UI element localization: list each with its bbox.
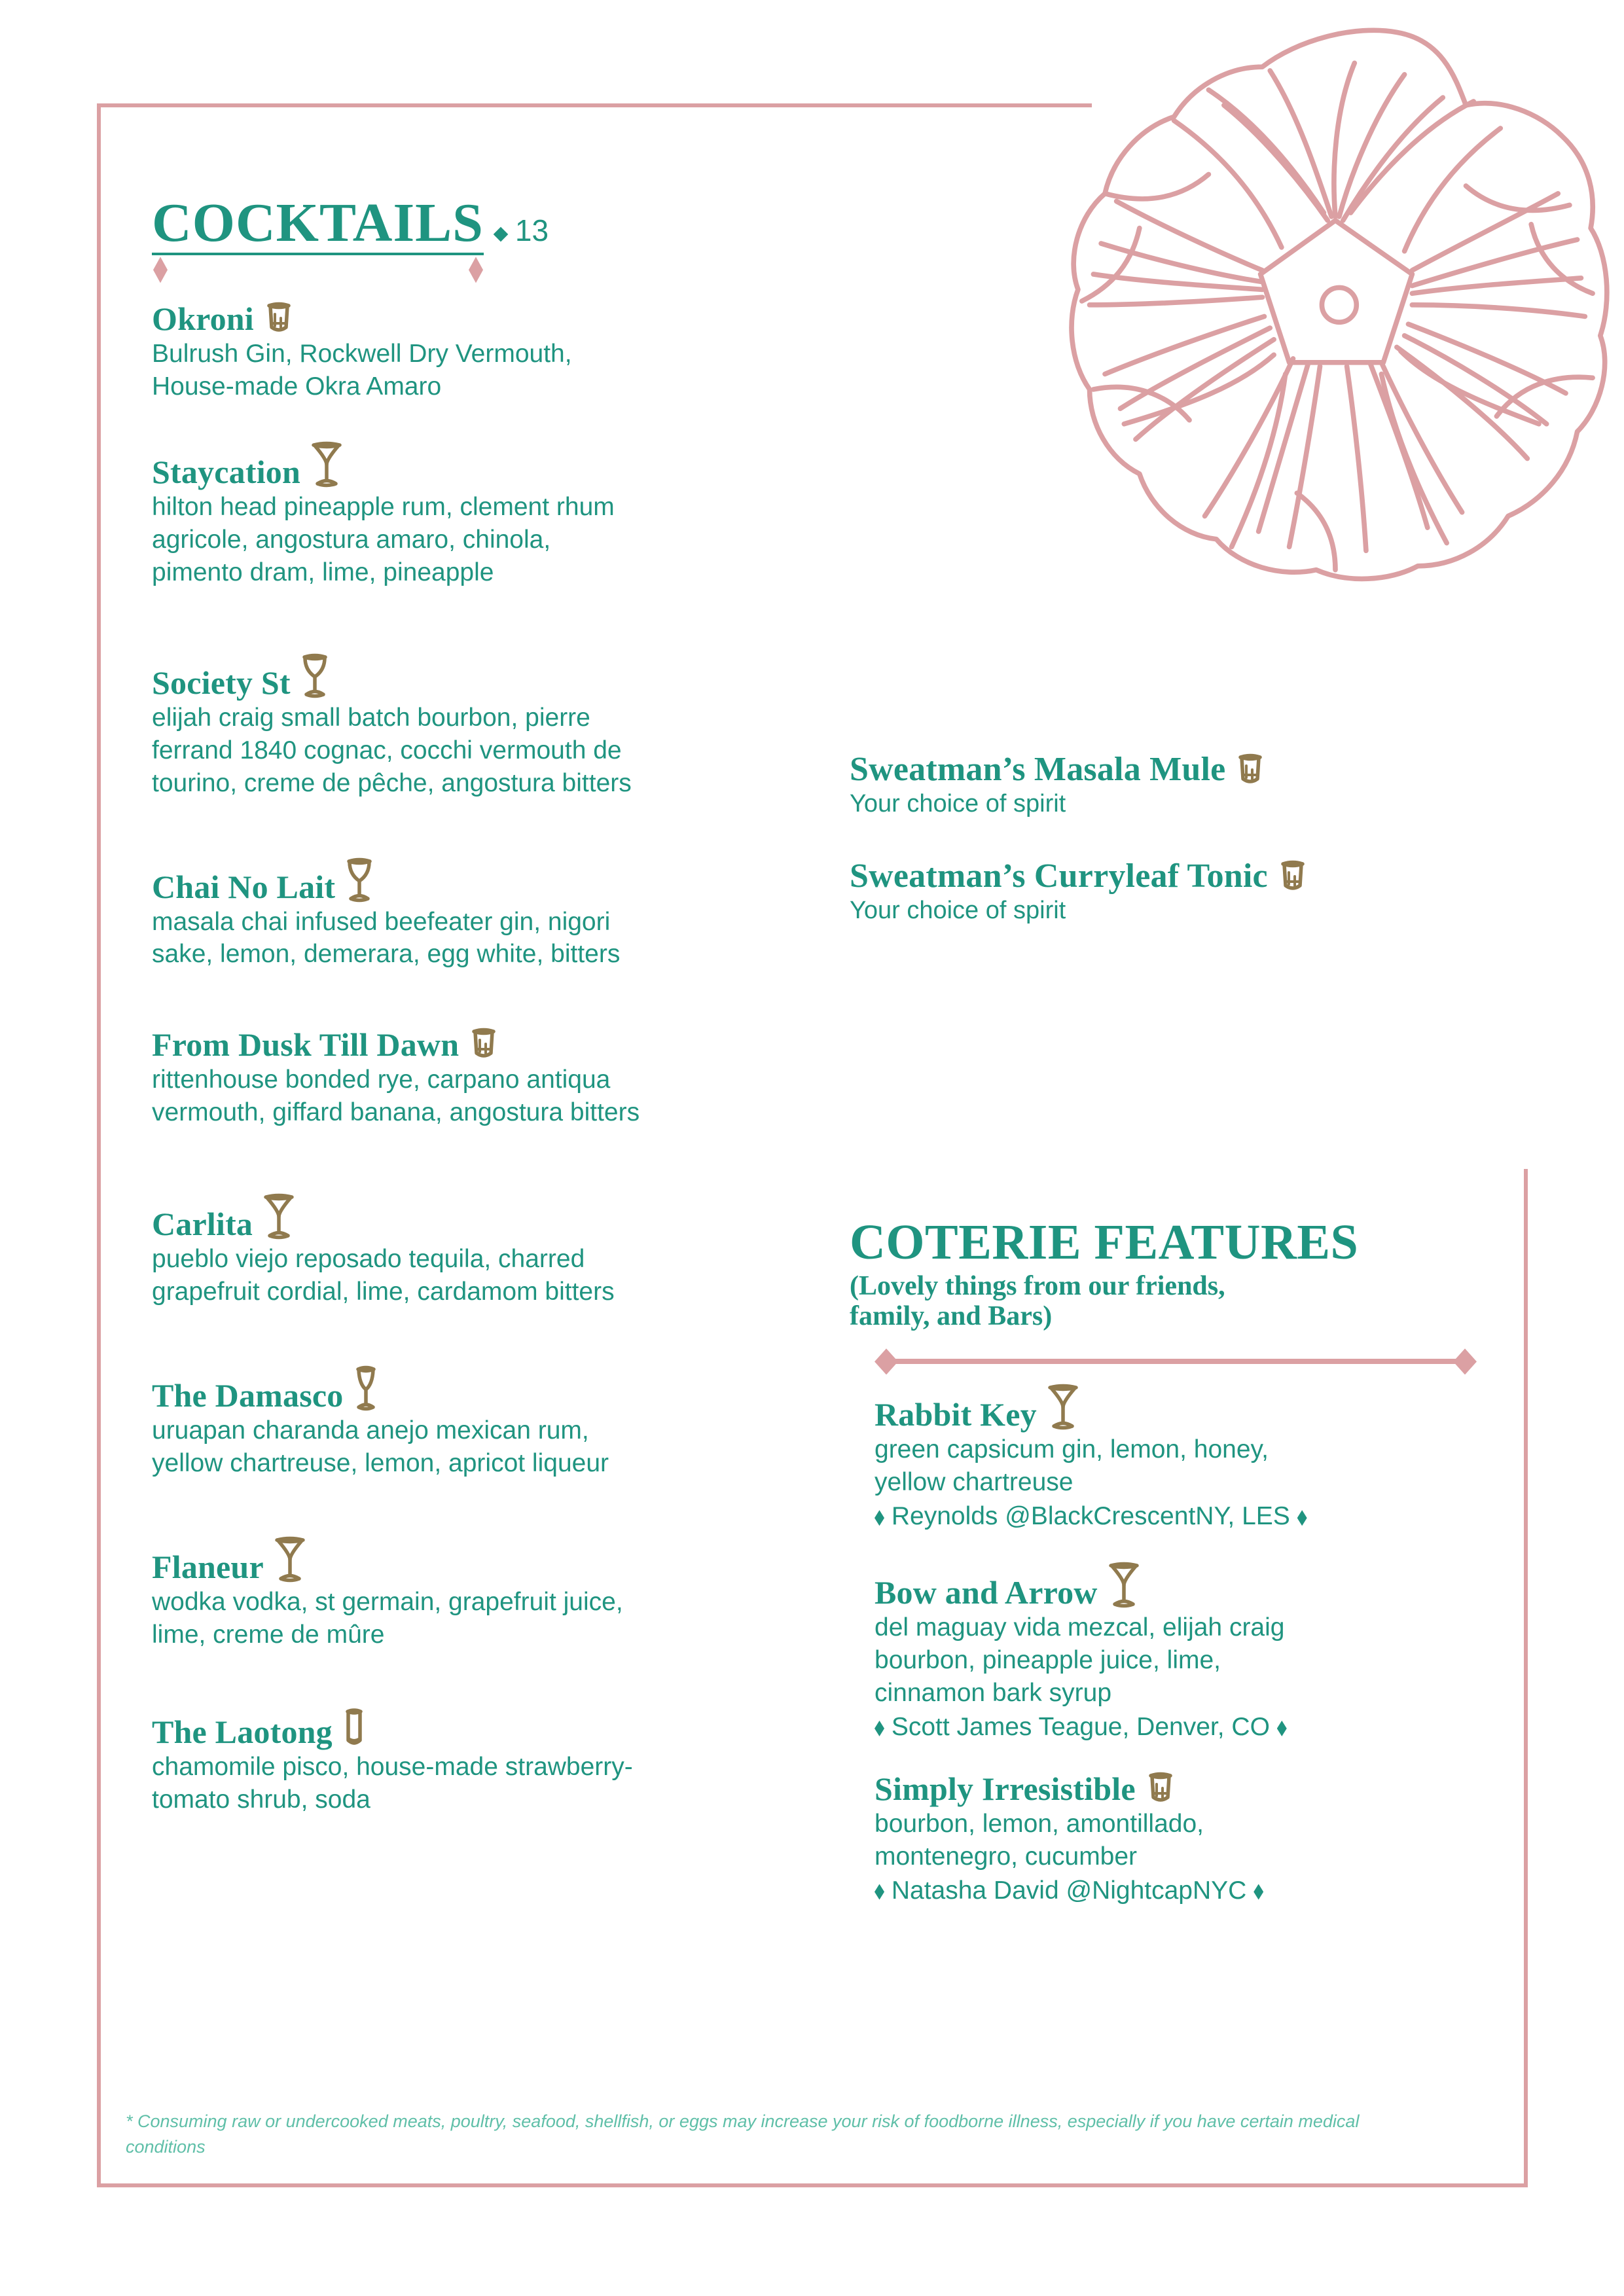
coupe-glass-icon: [311, 440, 342, 488]
menu-item: [152, 440, 813, 589]
menu-item: [875, 1560, 1524, 1744]
divider-bar: [886, 1359, 1465, 1364]
coupe-glass-icon: [274, 1535, 306, 1583]
menu-item-description: del maguay vida mezcal, elijah craig bourbon, pineapple juice, lime, cinnamon bark syrup: [875, 1613, 1285, 1707]
diamond-icon-right: [469, 257, 483, 283]
menu-item-credit: Scott James Teague, Denver, CO: [875, 1711, 1524, 1744]
diamond-icon-left: [875, 1510, 884, 1526]
diamond-icon-left: [875, 1348, 898, 1374]
menu-item: [152, 1192, 813, 1308]
menu-item-name: Sweatman’s Curryleaf Tonic: [850, 857, 1268, 895]
menu-item-name: Bow and Arrow: [875, 1574, 1098, 1611]
menu-item-name: From Dusk Till Dawn: [152, 1026, 460, 1064]
cocktail-list: [152, 301, 813, 1816]
diamond-icon-left: [875, 1721, 884, 1736]
menu-item-name-row: [152, 1535, 813, 1583]
menu-item: [875, 1771, 1524, 1907]
menu-item: [152, 1535, 813, 1651]
menu-item-name-row: [152, 652, 813, 699]
menu-item-description: Your choice of spirit: [850, 896, 1066, 924]
footer-disclaimer: * Consuming raw or undercooked meats, poultry, seafood, shellfish, or eggs may increase your risk of foodborne illness, especially if you have certain medical conditions: [126, 2111, 1360, 2157]
rocks-glass-icon: [469, 1027, 498, 1061]
highball-glass-icon: [343, 1708, 365, 1748]
coterie-divider: [875, 1348, 1477, 1374]
menu-item: [152, 856, 813, 971]
nick-and-nora-glass-icon: [301, 652, 329, 699]
menu-item-description: Your choice of spirit: [850, 790, 1066, 817]
coterie-column: [850, 1217, 1524, 1934]
diamond-icon-right: [1297, 1510, 1307, 1526]
menu-item-name: Flaneur: [152, 1548, 264, 1585]
menu-item-description: wodka vodka, st germain, grapefruit juice, lime, creme de mûre: [152, 1587, 623, 1649]
cocktails-price: [496, 213, 549, 248]
menu-item-description: bourbon, lemon, amontillado, montenegro, cucumber: [875, 1809, 1204, 1871]
flute-glass-icon: [353, 1365, 378, 1412]
menu-item-name: Simply Irresistible: [875, 1770, 1136, 1807]
menu-item: [152, 301, 813, 403]
diamond-icon-left: [153, 257, 168, 283]
menu-item-description: Bulrush Gin, Rockwell Dry Vermouth, House-made Okra Amaro: [152, 340, 572, 401]
menu-item-name: Carlita: [152, 1206, 253, 1243]
rocks-glass-icon: [264, 301, 293, 335]
menu-item-name-row: [152, 1026, 813, 1064]
menu-item-name: Sweatman’s Masala Mule: [850, 751, 1226, 788]
nick-and-nora-glass-icon: [346, 856, 373, 903]
coterie-title: COTERIE FEATURES: [850, 1215, 1359, 1270]
menu-item-name-row: [875, 1771, 1524, 1805]
menu-item-name: Society St: [152, 664, 291, 701]
diamond-icon-right: [1277, 1721, 1287, 1736]
menu-item: [850, 753, 1524, 820]
menu-item: [152, 652, 813, 800]
menu-item: [875, 1382, 1524, 1533]
diamond-icon: [494, 227, 509, 242]
frame-border-left: [97, 103, 101, 2187]
menu-item-name-row: [152, 1708, 813, 1748]
menu-item-name: Chai No Lait: [152, 868, 336, 905]
diamond-icon-left: [875, 1884, 884, 1900]
coupe-glass-icon: [1047, 1382, 1079, 1431]
menu-item: [152, 1027, 813, 1129]
menu-item-name-row: [875, 1382, 1524, 1431]
coupe-glass-icon: [1108, 1560, 1140, 1609]
menu-item-description: hilton head pineapple rum, clement rhum agricole, angostura amaro, chinola, pimento dram, lime, pineapple: [152, 493, 615, 586]
menu-item-name-row: [850, 753, 1524, 787]
menu-item: [152, 1365, 813, 1480]
menu-item-description: rittenhouse bonded rye, carpano antiqua vermouth, giffard banana, angostura bitters: [152, 1066, 640, 1127]
menu-item-name-row: [152, 300, 813, 338]
spirit-choice-list: [850, 753, 1524, 926]
spirit-choice-column: [850, 753, 1524, 965]
cocktails-column: [152, 192, 813, 1816]
menu-item-name: Staycation: [152, 454, 300, 491]
menu-item-description: green capsicum gin, lemon, honey, yellow chartreuse: [875, 1435, 1269, 1497]
okra-blossom-illustration: [1047, 13, 1623, 589]
menu-item-name-row: [152, 440, 813, 491]
menu-item-name-row: [152, 1192, 813, 1243]
menu-item-description: uruapan charanda anejo mexican rum, yellow chartreuse, lemon, apricot liqueur: [152, 1416, 609, 1477]
coterie-subtitle: (Lovely things from our friends, family, and Bars): [850, 1271, 1225, 1332]
diamond-icon-right: [1453, 1348, 1477, 1374]
rocks-glass-icon: [1146, 1771, 1175, 1805]
menu-item-credit: Natasha David @NightcapNYC: [875, 1874, 1524, 1907]
frame-border-top: [97, 103, 1092, 107]
price-value: 13: [514, 213, 549, 247]
coterie-section-header: [850, 1217, 1524, 1331]
header-diamond-row: [152, 257, 505, 285]
menu-item: [152, 1708, 813, 1816]
cocktails-section-header: [152, 192, 813, 285]
rocks-glass-icon: [1278, 859, 1307, 893]
menu-item: [850, 859, 1524, 927]
menu-item-name: The Laotong: [152, 1713, 333, 1750]
frame-border-bottom: [97, 2183, 1528, 2187]
menu-item-name-row: [152, 856, 813, 903]
menu-item-credit: Reynolds @BlackCrescentNY, LES: [875, 1500, 1524, 1533]
menu-item-description: elijah craig small batch bourbon, pierre ferrand 1840 cognac, cocchi vermouth de tourino, creme de pêche, angostura bitters: [152, 703, 632, 797]
menu-item-description: chamomile pisco, house-made strawberry- tomato shrub, soda: [152, 1752, 633, 1814]
coupe-glass-icon: [263, 1192, 295, 1240]
menu-item-description: pueblo viejo reposado tequila, charred grapefruit cordial, lime, cardamom bitters: [152, 1245, 615, 1306]
menu-item-name: Okroni: [152, 300, 254, 338]
menu-item-name-row: [875, 1560, 1524, 1609]
diamond-icon-right: [1254, 1884, 1263, 1900]
menu-item-name: Rabbit Key: [875, 1396, 1037, 1433]
menu-item-name-row: [850, 859, 1524, 893]
coterie-list: [850, 1382, 1524, 1907]
menu-item-name: The Damasco: [152, 1377, 344, 1414]
frame-border-right: [1524, 1169, 1528, 2187]
menu-item-description: masala chai infused beefeater gin, nigori sake, lemon, demerara, egg white, bitters: [152, 907, 621, 969]
rocks-glass-icon: [1236, 753, 1265, 787]
menu-item-name-row: [152, 1365, 813, 1412]
page-title: COCKTAILS: [152, 196, 484, 255]
